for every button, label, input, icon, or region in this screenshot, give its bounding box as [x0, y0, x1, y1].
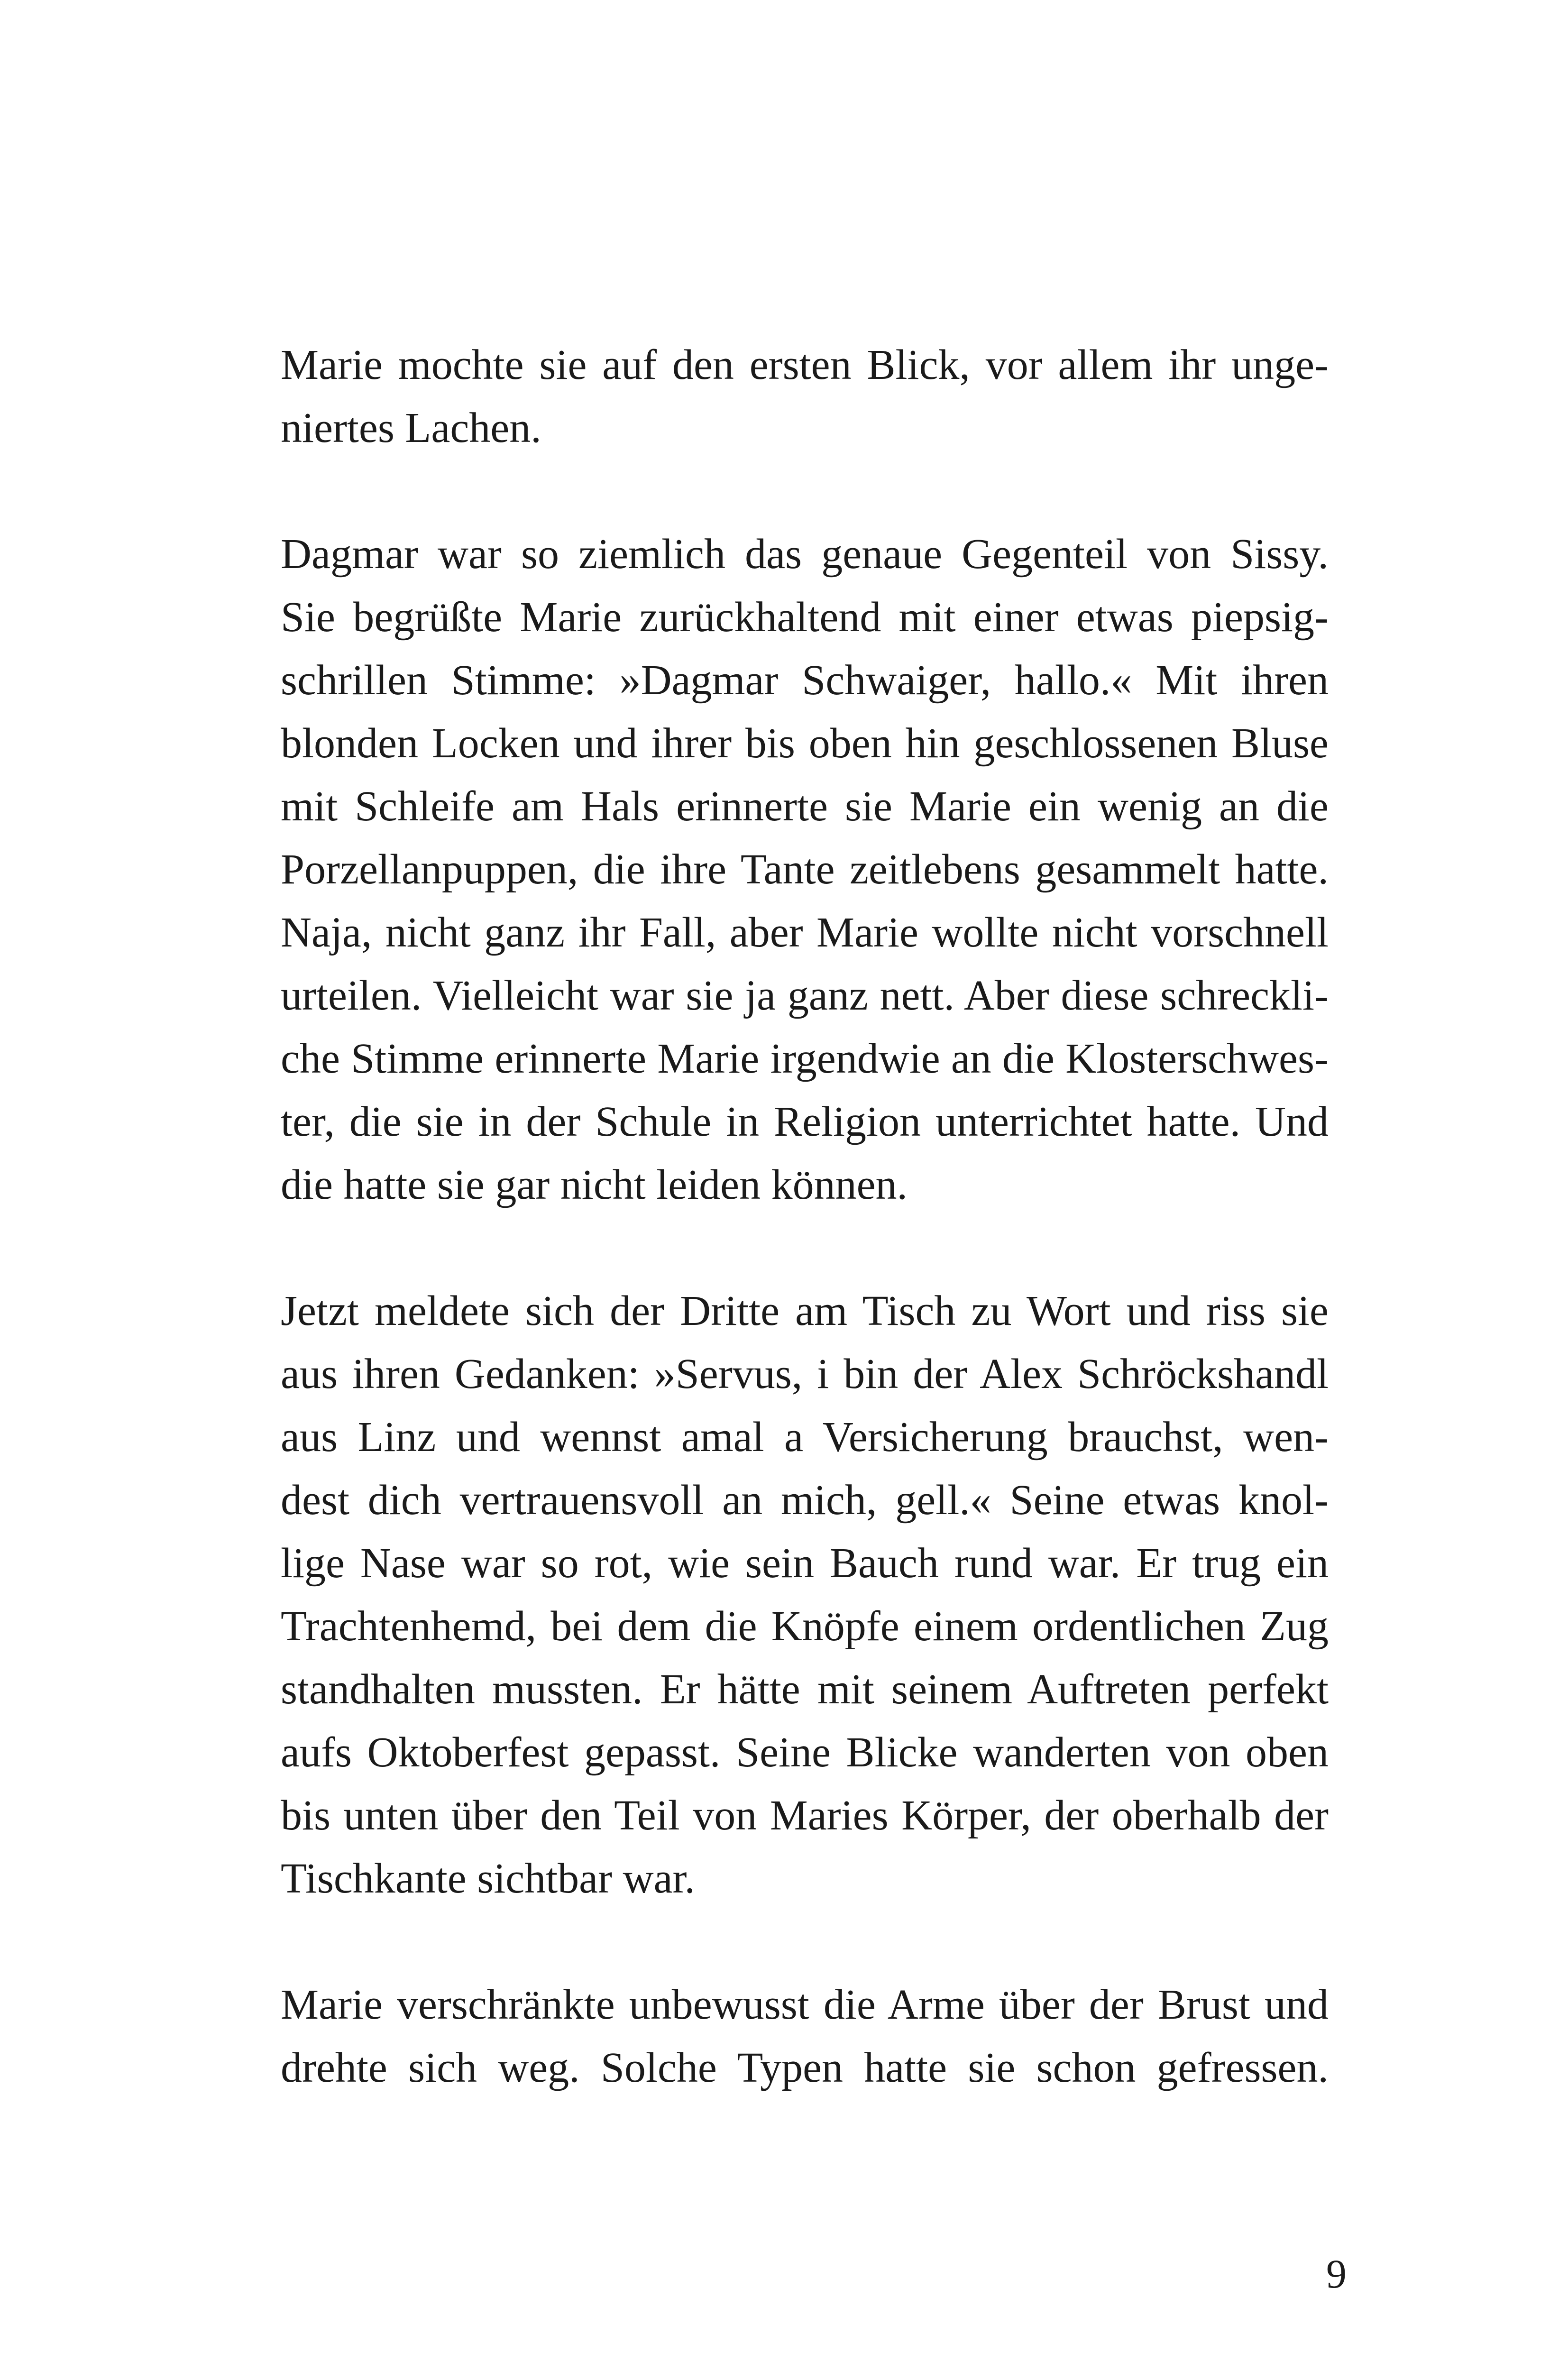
text-line: aus ihren Gedanken: »Servus, i bin der Alex Schröckshandl — [281, 1351, 1329, 1397]
text-line: aufs Oktoberfest gepasst. Seine Blicke wanderten von oben — [281, 1729, 1329, 1776]
text-line: mit Schleife am Hals erinnerte sie Marie ein wenig an die — [281, 783, 1329, 830]
text-line: bis unten über den Teil von Maries Körper, der oberhalb der — [281, 1792, 1329, 1839]
paragraph-1 — [281, 333, 1329, 459]
text-line: ter, die sie in der Schule in Religion unterrichtet hatte. Und — [281, 1098, 1329, 1145]
text-line: Trachtenhemd, bei dem die Knöpfe einem ordentlichen Zug — [281, 1603, 1329, 1650]
text-line: die hatte sie gar nicht leiden können. — [281, 1161, 908, 1208]
text-line: lige Nase war so rot, wie sein Bauch rund war. Er trug ein — [281, 1540, 1329, 1587]
text-line: dest dich vertrauensvoll an mich, gell.« Seine etwas knol- — [281, 1477, 1329, 1524]
text-line: che Stimme erinnerte Marie irgendwie an die Klosterschwes- — [281, 1035, 1329, 1082]
text-line: blonden Locken und ihrer bis oben hin geschlossenen Bluse — [281, 720, 1329, 767]
text-line: Naja, nicht ganz ihr Fall, aber Marie wollte nicht vorschnell — [281, 909, 1329, 956]
paragraph-4 — [281, 1973, 1329, 2099]
text-line: schrillen Stimme: »Dagmar Schwaiger, hallo.« Mit ihren — [281, 657, 1329, 704]
text-line: Sie begrüßte Marie zurückhaltend mit einer etwas piepsig- — [281, 594, 1329, 641]
text-line: Porzellanpuppen, die ihre Tante zeitlebens gesammelt hatte. — [281, 846, 1329, 893]
text-line: standhalten mussten. Er hätte mit seinem Auftreten perfekt — [281, 1666, 1329, 1713]
text-line: niertes Lachen. — [281, 404, 541, 451]
body-text — [281, 333, 1329, 2099]
text-line: drehte sich weg. Solche Typen hatte sie schon gefressen. — [281, 2044, 1329, 2091]
page-number: 9 — [1326, 2251, 1347, 2297]
paragraph-3 — [281, 1279, 1329, 1910]
text-line: Marie verschränkte unbewusst die Arme über der Brust und — [281, 1981, 1329, 2028]
text-line: aus Linz und wennst amal a Versicherung brauchst, wen- — [281, 1414, 1329, 1461]
text-line: Marie mochte sie auf den ersten Blick, vor allem ihr unge- — [281, 341, 1329, 388]
text-line: Dagmar war so ziemlich das genaue Gegenteil von Sissy. — [281, 531, 1329, 578]
paragraph-2 — [281, 523, 1329, 1216]
text-line: urteilen. Vielleicht war sie ja ganz nett. Aber diese schreckli- — [281, 972, 1329, 1019]
text-line: Tischkante sichtbar war. — [281, 1855, 696, 1902]
text-line: Jetzt meldete sich der Dritte am Tisch zu Wort und riss sie — [281, 1287, 1329, 1334]
